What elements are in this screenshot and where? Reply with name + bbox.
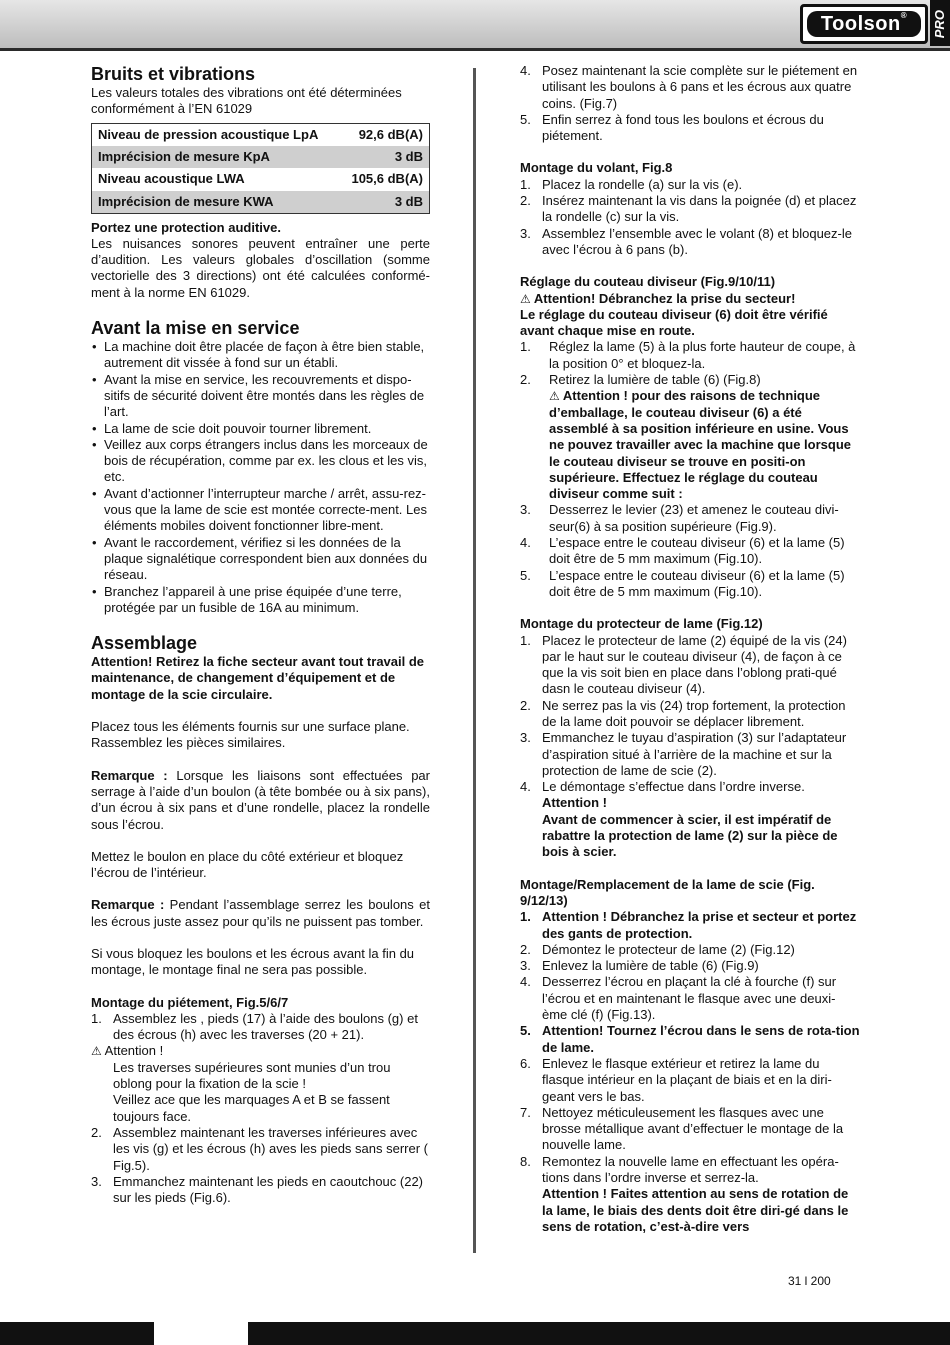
- spec-value: 3 dB: [340, 191, 430, 214]
- remark-text: Pendant l’assemblage serrez les boulons et les écrous juste assez pour qu’ils ne puissent pas tomber.: [91, 897, 430, 929]
- step-text: L’espace entre le couteau diviseur (6) et la lame (5) doit être de 5 mm maximum (Fig.10).: [549, 567, 845, 599]
- packing-warning: [549, 388, 860, 502]
- right-column: [520, 63, 860, 1235]
- assembly-p3: Si vous bloquez les boulons et les écrous avant la fin du montage, le montage final ne sera pas possible.: [91, 945, 415, 978]
- warning-text: Avant de commencer à scier, il est impératif de rabattre la protection de lame (2) sur la pièce de bois à scier.: [542, 811, 838, 860]
- list-item: [520, 535, 860, 568]
- list-item: • Avant la mise en service, les recouvrements et dispo-sitifs de sécurité doivent être montés dans les règles de l’art.: [91, 372, 430, 421]
- list-item: • Branchez l’appareil à une prise équipée d’une terre, protégée par un fusible de 16A au minimum.: [91, 584, 430, 617]
- step-number: 4.: [520, 779, 531, 795]
- step-number: 3.: [520, 502, 531, 518]
- page-number: 31 l 200: [788, 1274, 831, 1288]
- step-number: 3.: [520, 958, 531, 974]
- remark-label: Remarque :: [91, 897, 165, 913]
- spec-label: Niveau de pression acoustique LpA: [98, 126, 319, 142]
- brand-logo: [800, 4, 928, 44]
- step-text: Enfin serrez à fond tous les boulons et écrous du piétement.: [542, 111, 824, 144]
- step-number: 2.: [520, 697, 531, 713]
- list-item: • Avant le raccordement, vérifiez si les données de la plaque signalétique correspondent bien aux données du réseau.: [91, 535, 430, 584]
- step-number: 3.: [520, 730, 531, 746]
- step-number: 4.: [520, 63, 531, 78]
- step-number: 3.: [91, 1173, 102, 1189]
- step-number: 1.: [91, 1010, 102, 1026]
- pro-badge-label: PRO: [931, 10, 947, 39]
- step-number: 1.: [520, 339, 531, 355]
- list-item: [91, 1174, 430, 1207]
- list-item: [520, 226, 860, 259]
- list-item: [520, 909, 860, 942]
- protection-title: Portez une protection auditive.: [91, 219, 281, 235]
- assembly-p1: Placez tous les éléments fournis sur une surface plane. Rassemblez les pièces similaires.: [91, 719, 410, 751]
- step-number: 6.: [520, 1055, 531, 1071]
- step-number: 4.: [520, 535, 531, 551]
- registered-mark: ®: [900, 11, 908, 20]
- footer-gap: [154, 1322, 248, 1345]
- list-item: • Avant d’actionner l’interrupteur marche / arrêt, assu-rez-vous que la lame de scie est montée correcte-ment. Les éléments mobiles doivent fonctionner libre-ment.: [91, 486, 430, 535]
- warning-text: Veillez ace que les marquages A et B se fassent toujours face.: [113, 1092, 390, 1124]
- step-text: Placez la rondelle (a) sur la vis (e).: [542, 176, 743, 192]
- step-text: L’espace entre le couteau diviseur (6) et la lame (5) doit être de 5 mm maximum (Fig.10).: [549, 535, 845, 567]
- list-item: [520, 177, 860, 193]
- list-item: [520, 1023, 860, 1056]
- step-number: 2.: [520, 372, 531, 388]
- warning-icon: ⚠: [91, 1044, 102, 1059]
- step-text: Ne serrez pas la vis (24) trop fortement, la protection de la lame doit pouvoir se déplacer librement.: [542, 697, 846, 729]
- warning-text: Les traverses supérieures sont munies d’un trou oblong pour la fixation de la scie !: [113, 1059, 391, 1092]
- step-text: Retirez la lumière de table (6) (Fig.8): [549, 372, 761, 388]
- step-text: Insérez maintenant la vis dans la poignée (d) et placez la rondelle (c) sur la vis.: [542, 193, 857, 225]
- table-row: [92, 146, 430, 169]
- step-number: 5.: [520, 111, 531, 127]
- step-number: 1.: [520, 632, 531, 648]
- list-item: [520, 942, 860, 958]
- header-rule: [0, 48, 950, 51]
- table-row: [92, 191, 430, 214]
- table-row: [92, 123, 430, 146]
- assembly-title: Assemblage: [91, 633, 198, 654]
- list-item: [520, 1056, 860, 1105]
- step-number: 2.: [520, 941, 531, 957]
- assembly-warning: Attention! Retirez la fiche secteur avant tout travail de maintenance, de changement d’équipement et de montage de la scie circulaire.: [91, 654, 425, 702]
- step-number: 7.: [520, 1104, 531, 1120]
- remark-label: Remarque :: [91, 767, 168, 783]
- blade-title: Montage/Remplacement de la lame de scie (Fig. 9/12/13): [520, 876, 815, 908]
- remark-text: Lorsque les liaisons sont effectuées par serrage à l’aide d’un boulon (à tête bombée ou à six pans), d’un écrou à six pans et d’une rondelle, placez la rondelle sous l’écrou.: [91, 767, 430, 832]
- protection-text: Les nuisances sonores peuvent entraîner une perte d’audition. Les valeurs globales d’oscillation (somme vectorielle des 3 directions) ont été calculées conformé-ment à la norme EN 61029.: [91, 235, 430, 300]
- spec-label: Imprécision de mesure KWA: [92, 191, 340, 214]
- spec-value: 92,6 dB(A): [358, 126, 423, 142]
- step-text: Posez maintenant la scie complète sur le piétement en utilisant les boulons à 6 pans et les écrous aux quatre coins. (Fig.7): [542, 63, 858, 111]
- assembly-remark1: [91, 768, 430, 833]
- riving-warning: [520, 291, 860, 307]
- list-item: [520, 339, 860, 372]
- step-text: Le démontage s’effectue dans l’ordre inverse.: [542, 779, 805, 795]
- brand-name: Toolson: [820, 13, 901, 35]
- step-text: Démontez le protecteur de lame (2) (Fig.12): [542, 941, 795, 957]
- left-column: [91, 63, 430, 1206]
- list-item: [520, 63, 860, 112]
- list-item: [520, 112, 860, 145]
- step-text: Desserrez l’écrou en plaçant la clé à fourche (f) sur l’écrou et en maintenant le flasque avec une deuxi-ème clé (f) (Fig.13).: [542, 974, 837, 1023]
- warning-icon: ⚠: [549, 389, 560, 404]
- guard-title: Montage du protecteur de lame (Fig.12): [520, 616, 763, 632]
- spec-label: Niveau acoustique LWA: [98, 171, 245, 187]
- footer-bar: [0, 1322, 950, 1345]
- warning-label: Attention !: [104, 1043, 164, 1059]
- list-item: [520, 372, 860, 502]
- warning-text: Attention! Débranchez la prise du secteur!: [533, 290, 796, 306]
- list-item: [520, 779, 860, 860]
- spec-value: 105,6 dB(A): [351, 171, 423, 187]
- step-number: 1.: [520, 909, 531, 925]
- stand-steps: [91, 1011, 430, 1207]
- step-text: Placez le protecteur de lame (2) équipé de la vis (24) par le haut sur le couteau diviseur (4), de façon à ce que la vis soit bien en place dans l’oblong prati-qué dasn le couteau diviseur (4).: [542, 632, 847, 697]
- step-text: Emmanchez le tuyau d’aspiration (3) sur l’adaptateur d’aspiration situé à l’arrière de la machine et sur la protection de lame de scie (2).: [542, 730, 847, 778]
- spec-value: 3 dB: [340, 146, 430, 169]
- list-item: • La lame de scie doit pouvoir tourner librement.: [91, 421, 430, 437]
- noise-spec-table: [91, 123, 430, 214]
- noise-intro: Les valeurs totales des vibrations ont été déterminées conformément à l’EN 61029: [91, 85, 402, 117]
- list-item: [520, 633, 860, 698]
- list-item: [520, 502, 860, 535]
- step-text: Emmanchez maintenant les pieds en caoutchouc (22) sur les pieds (Fig.6).: [113, 1173, 424, 1206]
- list-item: • La machine doit être placée de façon à être bien stable, autrement dit vissée à fond sur un établi.: [91, 339, 430, 372]
- warning-block: [91, 1043, 430, 1124]
- table-row: [92, 168, 430, 191]
- step-number: 5.: [520, 567, 531, 583]
- warning-icon: ⚠: [520, 291, 531, 306]
- step-text: Assemblez l’ensemble avec le volant (8) et bloquez-le avec l’écrou à 6 pans (b).: [542, 225, 852, 257]
- step-text: Attention! Tournez l’écrou dans le sens de rota-tion de lame.: [542, 1023, 860, 1055]
- list-item: [520, 958, 860, 974]
- step-text: Enlevez la lumière de table (6) (Fig.9): [542, 958, 759, 974]
- step-number: 2.: [520, 193, 531, 209]
- step-text: Attention ! Débranchez la prise et secteur et portez des gants de protection.: [542, 909, 857, 941]
- list-item: [91, 1125, 430, 1174]
- before-list: [91, 339, 430, 616]
- list-item: [520, 193, 860, 226]
- step-text: Nettoyez méticuleusement les flasques avec une brosse métallique avant d’effectuer le montage de la nouvelle lame.: [542, 1104, 844, 1153]
- step-text: Réglez la lame (5) à la plus forte hauteur de coupe, à la position 0° et bloquez-la.: [549, 339, 856, 371]
- wheel-title: Montage du volant, Fig.8: [520, 160, 673, 176]
- column-divider: [473, 68, 476, 1253]
- wheel-steps: [520, 177, 860, 258]
- step-number: 5.: [520, 1023, 531, 1039]
- step-text: Assemblez les , pieds (17) à l’aide des boulons (g) et des écrous (h) avec les traverses (20 + 21).: [113, 1010, 418, 1043]
- noise-title: Bruits et vibrations: [91, 64, 256, 84]
- list-item: • Veillez aux corps étrangers inclus dans les morceaux de bois de récupération, comme par ex. les clous et les vis, etc.: [91, 437, 430, 486]
- list-item: [91, 1011, 430, 1044]
- warning-label: Attention !: [542, 795, 607, 811]
- step-text: Desserrez le levier (23) et amenez le couteau divi-seur(6) à sa position supérieure (Fig.9).: [549, 502, 839, 534]
- guard-steps: [520, 633, 860, 861]
- list-item: [520, 1154, 860, 1235]
- assembly-remark2: [91, 897, 430, 930]
- step-number: 2.: [91, 1124, 102, 1140]
- pro-badge: [930, 0, 950, 46]
- riving-warning-2: Le réglage du couteau diviseur (6) doit être vérifié avant chaque mise en route.: [520, 306, 828, 339]
- warning-text: Attention ! pour des raisons de technique d’emballage, le couteau diviseur (6) a été assemblé à sa position inférieure en usine. Vous ne pouvez travailler avec la machine que lorsque le couteau diviseur se trouve en positi-on supérieure. Effectuez le réglage du couteau diviseur comme suit :: [549, 388, 852, 502]
- before-title: Avant la mise en service: [91, 318, 300, 339]
- assembly-p2: Mettez le boulon en place du côté extérieur et bloquez l’écrou de l’intérieur.: [91, 848, 404, 881]
- riving-steps: [520, 339, 860, 600]
- list-item: [520, 730, 860, 779]
- blade-steps: [520, 909, 860, 1235]
- warning-text: Attention ! Faites attention au sens de rotation de la lame, le biais des dents doit être diri-gé dans le sens de rotation, c’est-à-dire vers: [542, 1186, 849, 1234]
- step-number: 4.: [520, 974, 531, 990]
- step-text: Remontez la nouvelle lame en effectuant les opéra-tions dans l’ordre inverse et serrez-la.: [542, 1153, 839, 1185]
- list-item: [520, 1105, 860, 1154]
- step-number: 3.: [520, 225, 531, 241]
- spec-label: Imprécision de mesure KpA: [92, 146, 340, 169]
- stand-title: Montage du piétement, Fig.5/6/7: [91, 994, 289, 1010]
- step-text: Assemblez maintenant les traverses inférieures avec les vis (g) et les écrous (h) aves les pieds sans serrer ( Fig.5).: [113, 1124, 428, 1173]
- step-number: 8.: [520, 1153, 531, 1169]
- stand-steps-continued: [520, 63, 860, 144]
- step-text: Enlevez le flasque extérieur et retirez la lame du flasque intérieur en la plaçant de biais et en la diri-geant vers le bas.: [542, 1055, 832, 1104]
- list-item: [520, 568, 860, 601]
- list-item: [520, 974, 860, 1023]
- step-number: 1.: [520, 176, 531, 192]
- riving-title: Réglage du couteau diviseur (Fig.9/10/11): [520, 274, 776, 290]
- list-item: [520, 698, 860, 731]
